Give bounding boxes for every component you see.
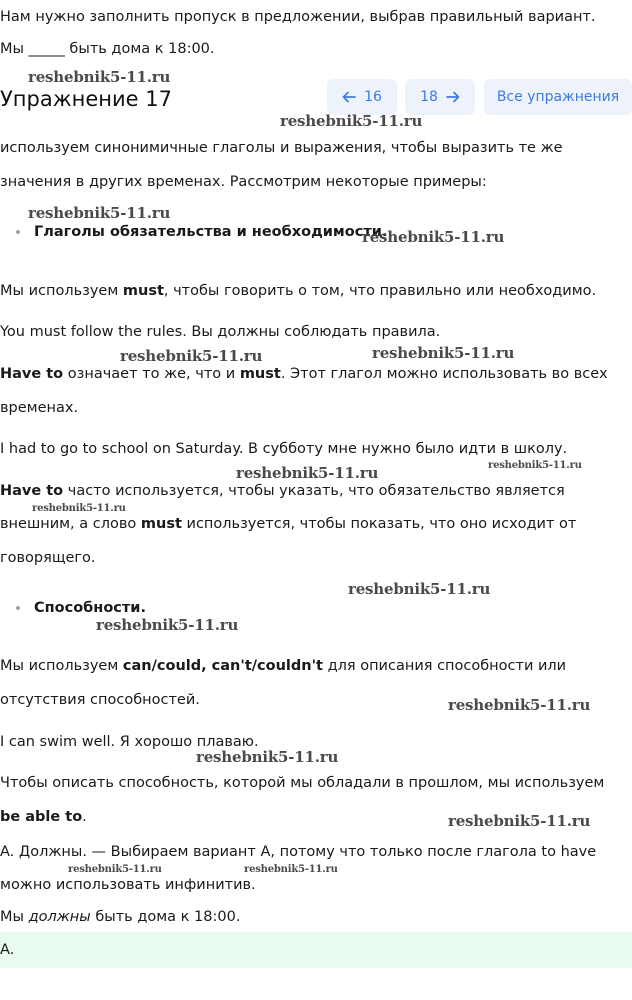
watermark: reshebnik5-11.ru — [28, 68, 171, 86]
bullet-dot — [16, 606, 20, 610]
example-sentence: I had to go to school on Saturday. В субботу мне нужно было идти в школу. — [0, 441, 568, 457]
watermark: reshebnik5-11.ru — [28, 204, 171, 222]
paragraph: отсутствия способностей. — [0, 692, 200, 708]
paragraph: be able to. — [0, 809, 87, 825]
watermark: reshebnik5-11.ru — [280, 112, 423, 130]
watermark: reshebnik5-11.ru — [448, 696, 591, 714]
answer-box — [0, 932, 632, 968]
watermark: reshebnik5-11.ru — [236, 464, 379, 482]
paragraph: временах. — [0, 400, 79, 416]
section-heading: Глаголы обязательства и необходимости. — [34, 224, 388, 240]
next-exercise-label: 18 — [420, 89, 438, 105]
watermark: reshebnik5-11.ru — [448, 812, 591, 830]
example-sentence: You must follow the rules. Вы должны соблюдать правила. — [0, 324, 441, 340]
watermark: reshebnik5-11.ru — [362, 228, 505, 246]
watermark: reshebnik5-11.ru — [348, 580, 491, 598]
all-exercises-label: Все упражнения — [496, 89, 620, 105]
watermark: reshebnik5-11.ru — [96, 616, 239, 634]
section-heading: Способности. — [34, 600, 146, 616]
watermark: reshebnik5-11.ru — [196, 748, 339, 766]
watermark: reshebnik5-11.ru — [488, 460, 582, 471]
example-sentence: I can swim well. Я хорошо плаваю. — [0, 734, 259, 750]
arrow-left-icon — [342, 91, 356, 103]
solution-text: A. Должны. — Выбираем вариант А, потому что только после глагола to have — [0, 844, 597, 860]
prev-exercise-label: 16 — [364, 89, 382, 105]
page-title: Упражнение 17 — [0, 87, 172, 111]
paragraph: Have to означает то же, что и must. Этот глагол можно использовать во всех — [0, 366, 608, 382]
watermark: reshebnik5-11.ru — [32, 503, 126, 514]
paragraph: Have to часто используется, чтобы указать, что обязательство является — [0, 483, 565, 499]
solution-text: можно использовать инфинитив. — [0, 877, 256, 893]
paragraph: Мы используем can/could, can't/couldn't для описания способности или — [0, 658, 567, 674]
all-exercises-button[interactable] — [484, 79, 632, 115]
solution-final: Мы должны быть дома к 18:00. — [0, 909, 241, 925]
arrow-right-icon — [446, 91, 460, 103]
intro-line: используем синонимичные глаголы и выражения, чтобы выразить те же — [0, 140, 563, 156]
answer-text: A. — [0, 942, 15, 958]
bullet-dot — [16, 230, 20, 234]
paragraph: говорящего. — [0, 550, 96, 566]
watermark: reshebnik5-11.ru — [244, 864, 338, 875]
paragraph: внешним, а слово must используется, чтобы показать, что оно исходит от — [0, 516, 577, 532]
watermark: reshebnik5-11.ru — [372, 344, 515, 362]
intro-line: значения в других временах. Рассмотрим некоторые примеры: — [0, 174, 487, 190]
watermark: reshebnik5-11.ru — [68, 864, 162, 875]
prev-exercise-button[interactable] — [327, 79, 397, 115]
question-instruction: Нам нужно заполнить пропуск в предложении, выбрав правильный вариант. — [0, 9, 596, 25]
paragraph: Мы используем must, чтобы говорить о том, что правильно или необходимо. — [0, 283, 597, 299]
paragraph: Чтобы описать способность, которой мы обладали в прошлом, мы используем — [0, 775, 605, 791]
next-exercise-button[interactable] — [405, 79, 475, 115]
question-sentence: Мы _____ быть дома к 18:00. — [0, 41, 215, 57]
watermark: reshebnik5-11.ru — [120, 347, 263, 365]
